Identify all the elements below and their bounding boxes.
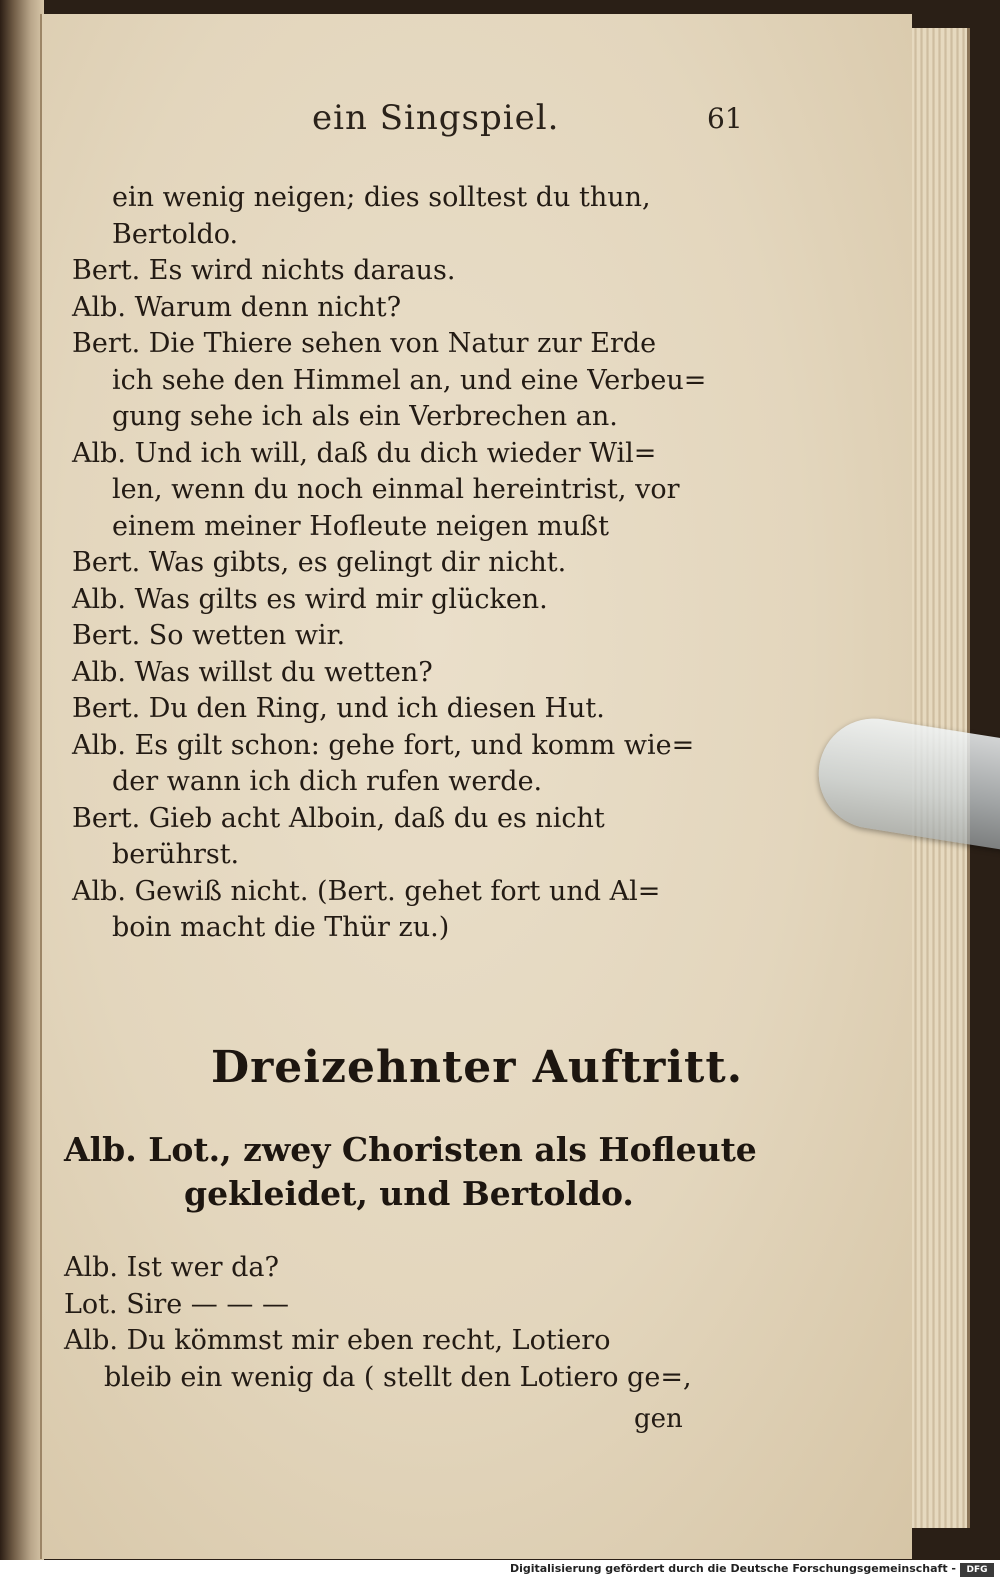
book-page: [40, 14, 912, 1559]
text-line: Bertoldo.: [112, 218, 239, 250]
text-line: ein wenig neigen; dies solltest du thun,: [112, 182, 651, 213]
text-line: Bert. Was gibts, es gelingt dir nicht.: [72, 547, 567, 578]
text-line: Alb. Gewiß nicht. (Bert. gehet fort und Al=: [72, 875, 661, 907]
text-line: Bert. Gieb acht Alboin, daß du es nicht: [72, 802, 605, 834]
text-line: Alb. Und ich will, daß du dich wieder Wil=: [72, 437, 657, 469]
text-line: Bert. Du den Ring, und ich diesen Hut.: [72, 693, 605, 724]
text-line: Alb. Es gilt schon: gehe fort, und komm wie=: [72, 729, 695, 761]
text-line: berührst.: [112, 839, 240, 870]
text-line: der wann ich dich rufen werde.: [112, 766, 543, 797]
footer-bar: [0, 1560, 1000, 1580]
text-line: Bert. Es wird nichts daraus.: [72, 255, 456, 286]
text-line: einem meiner Hofleute neigen mußt: [112, 510, 609, 542]
text-line: Lot. Sire — — —: [64, 1288, 289, 1320]
page-number: 61: [707, 102, 743, 135]
catchword: gen: [634, 1404, 683, 1434]
cast-line-2: gekleidet, und Bertoldo.: [184, 1174, 634, 1213]
text-line: gung sehe ich als ein Verbrechen an.: [112, 401, 618, 432]
text-line: Alb. Was willst du wetten?: [72, 656, 433, 688]
text-line: Bert. Die Thiere sehen von Natur zur Erde: [72, 328, 657, 359]
footer-credit: Digitalisierung gefördert durch die Deutsche Forschungsgemeinschaft -: [509, 1562, 956, 1575]
text-line: ich sehe den Himmel an, und eine Verbeu=: [112, 364, 707, 396]
dfg-logo: DFG: [960, 1563, 994, 1577]
left-page-edge: [0, 0, 44, 1560]
text-line: Alb. Was gilts es wird mir glücken.: [72, 583, 548, 615]
text-line: Bert. So wetten wir.: [72, 620, 346, 651]
scene-heading: Dreizehnter Auftritt.: [210, 1042, 744, 1093]
text-line: boin macht die Thür zu.): [112, 912, 450, 943]
text-line: Alb. Ist wer da?: [64, 1252, 279, 1283]
dialogue-block-2: [64, 1250, 764, 1396]
text-line: Alb. Warum denn nicht?: [72, 291, 402, 323]
dialogue-block: [72, 180, 772, 947]
cast-line-1: Alb. Lot., zwey Choristen als Hofleute: [64, 1130, 757, 1169]
text-line: len, wenn du noch einmal hereintrist, vor: [112, 474, 680, 505]
text-line: bleib ein wenig da ( stellt den Lotiero ge=,: [104, 1361, 692, 1393]
page-header: [42, 98, 912, 148]
text-line: Alb. Du kömmst mir eben recht, Lotiero: [64, 1325, 611, 1356]
running-head: ein Singspiel.: [312, 98, 560, 138]
cast-list: [64, 1128, 764, 1216]
